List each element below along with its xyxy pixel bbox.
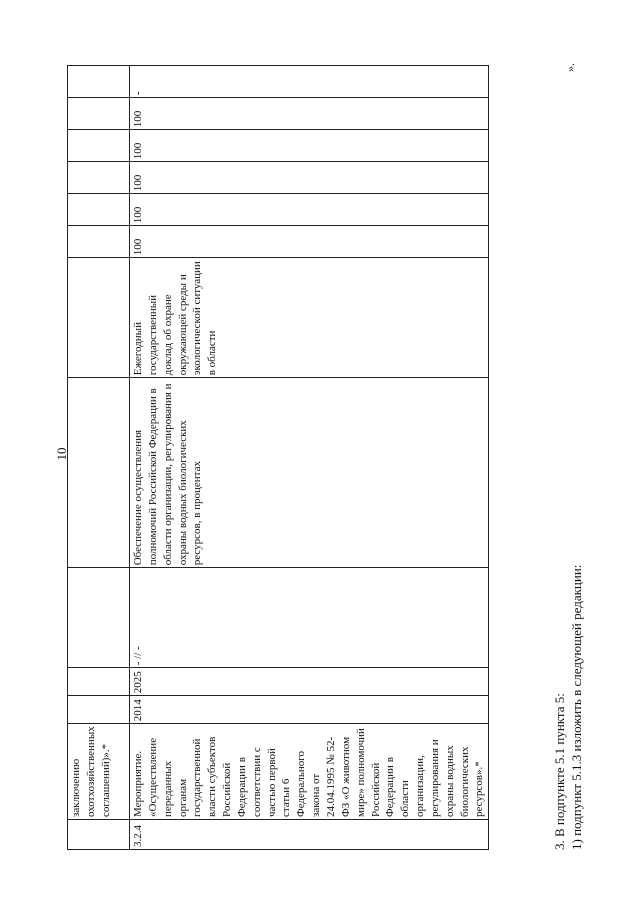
row-number: 3.2.4 xyxy=(130,820,489,850)
footer-text xyxy=(552,50,586,850)
value-cell: 100 xyxy=(130,194,489,226)
executor-cell: - // - xyxy=(130,568,489,668)
year-end: 2025 xyxy=(130,668,489,696)
measure-name: Мероприятие. «Осуществление переданных органам государственной власти субъектов Российской Федерации в соответствии с частью первой статьи 6 Федерального закона от 24.04.1995 № 52-ФЗ «О животном мире» полномочий Российской Федерации в области организации, регулирования и охраны водных биологических ресурсов».* xyxy=(130,724,489,820)
page-number: 10 xyxy=(54,447,69,461)
year-start: 2014 xyxy=(130,696,489,724)
value-cell: 100 xyxy=(130,162,489,194)
program-table xyxy=(67,65,489,850)
table-row xyxy=(130,66,489,850)
source-cell: Ежегодный государственный доклад об охране окружающей среды и экологической ситуации в области xyxy=(130,258,489,378)
footer-line-1: 3. В подпункте 5.1 пункта 5: xyxy=(552,693,567,850)
value-cell: 100 xyxy=(130,98,489,130)
footer-line-2: 1) подпункт 5.1.3 изложить в следующей редакции: xyxy=(568,564,584,850)
top-row-name: заключению охотхозяйственных соглашений)».* xyxy=(68,724,130,820)
goal-cell: Обеспечение осуществления полномочий Российской Федерации в области организации, регулирования и охраны водных биологических ресурсов, в процентах xyxy=(130,378,489,568)
table-row xyxy=(68,66,130,850)
value-cell: 100 xyxy=(130,130,489,162)
value-cell: 100 xyxy=(130,226,489,258)
closing-quote: ». xyxy=(563,63,577,72)
value-cell: - xyxy=(130,66,489,98)
rotated-content xyxy=(67,50,587,850)
